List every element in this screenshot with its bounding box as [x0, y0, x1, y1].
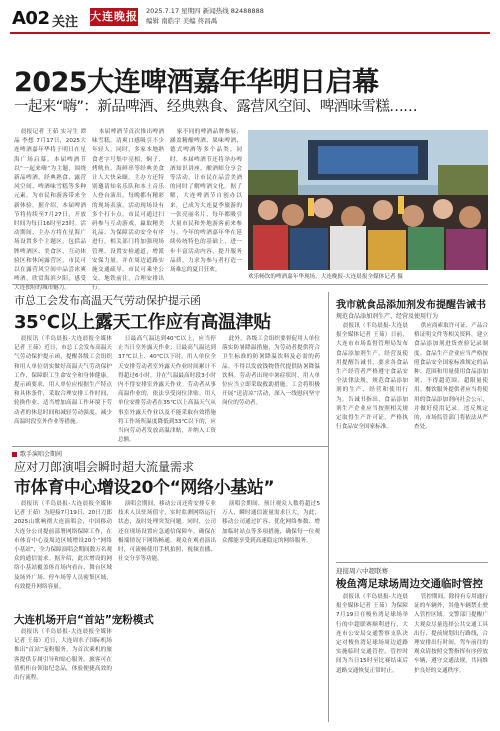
page-header [0, 0, 500, 34]
separator-line [12, 446, 328, 447]
lead-column-2: 本届啤酒节首次推出啤酒味雪糕，清爽口感吸引不少年轻人。同时，多家本地熟食老字号集中亮相，焖子、烤鱿鱼、海鲜串等经典美食让人大快朵颐。主办方还特别邀请知名乐队和本土音乐人登台演出，每晚都有精彩的现场表演。活动现场设有多个打卡点，市民可通过扫码参与互动游戏，赢取精美礼品。为保障活动安全有序进行，相关部门将加强现场管理，设置安检通道，增派安保力量，并在周边道路实施交通疏导。市民可乘坐公交、地铁前往，合理安排出行。 [92, 129, 164, 292]
traffic-column-2: 管控期间，除持有专用通行证的车辆外，其他车辆禁止驶入管控区域。交警部门提醒广大观众尽量选择公共交通工具出行，提前规划出行路线，合理安排出行时间。驾车前往的观众请按照交警指挥有序停放车辆，遵守交通法规，共同维护良好的交通秩序。 [414, 594, 488, 674]
crowd-photo-illustration [248, 130, 488, 270]
weather-headline: 35℃以上露天工作应有高温津贴 [14, 312, 271, 333]
concert-headline: 市体育中心增设20个“网络小基站” [14, 478, 275, 498]
concert-column-3: 演唱会期间，预计观众人数将超过5万人，瞬时通信流量需求巨大。为此，移动公司通过扩容、优化网络参数、增加临时站点等多项措施，确保每一位观众都能享受到高速稳定的网络服务。 [222, 501, 320, 544]
column-divider [328, 292, 329, 722]
food-headline: 我市就食品添加剂发布提醒告诫书 [336, 300, 486, 311]
newspaper-logo: 大连晚报 [90, 8, 138, 26]
lead-subhead: 一起来“嗨”：新品啤酒、经典熟食、露营风空间、啤酒味雪糕…… [14, 99, 418, 115]
weather-column-2: 日最高气温达到40℃以上，应当停止当日室外露天作业；日最高气温达到37℃以上、40℃以下时，用人单位全天安排劳动者室外露天作业时间累计不得超过6小时，并在气温最高时段3小时内不得安排室外露天作业。劳动者从事高温作业的，依法享受岗位津贴。用人单位安排劳动者在35℃以上高温天气从事室外露天作业以及不能采取有效措施将工作场所温度降低到33℃以下的，应当向劳动者发放高温津贴，并纳入工资总额。 [118, 336, 216, 444]
weather-kicker: 市总工会发布高温天气劳动保护提示函 [14, 294, 201, 307]
header-rule [10, 32, 490, 34]
lead-column-1: 晨报记者 王茹 实习生 谭晶 李想 7月17日，2025大连啤酒嘉年华将于明日在星海广场启幕。本届啤酒节以“一起来嗨”为主题，围绕新品啤酒、经典熟食、露营风空间、啤酒味雪糕等多种元素，为市民和游客带来全新体验。据介绍，本届啤酒节将持续至7月27日，开放时间为每日16时至23时。活动期间，主办方将在星海广场设置多个主题区，包括品牌啤酒区、美食区、互动体验区和休闲露营区，市民可以在露营风空间中品尝冰爽啤酒，欣赏海滨夕阳，感受大连独特的城市魅力。 [14, 129, 86, 292]
page-code: A02 [12, 8, 50, 29]
airport-column-1: 晨报讯（半岛晨报-大连晨报全媒体记者 王茹）近日，大连周水子国际机场推出“首站”宠粉服务，为首次乘机的旅客提供专属引导和贴心服务。旅客可在值机柜台领取纪念品，体验便捷高效的出行流程。 [14, 629, 112, 682]
food-subline: 规范食品添加剂生产、经营及使用行为 [336, 313, 439, 320]
food-column-2: 供应商索取许可证、产品合格证明文件等相关资料，建立食品添加剂进货查验记录制度。食品生产企业应当严格按照食品安全国家标准规定的品种、范围和用量使用食品添加剂，不得超范围、超限量使用。餐饮服务提供者应当将使用的食品添加剂向社会公示，并做好使用记录。违反规定的，市场监管部门将依法从严查处。 [414, 323, 488, 431]
traffic-column-1: 晨报讯（半岛晨报-大连晨报全媒体记者 王茹）为保障7月19日在梭鱼湾足球场举行的中超联赛顺利进行，大连市公安局交通警察支队决定对梭鱼湾足球场周边道路实施临时交通管控。管控时间为当日15时至比赛结束后道路交通恢复正常时止。 [336, 594, 408, 674]
concert-kicker: 应对刀郎演唱会瞬时超大流量需求 [14, 460, 195, 474]
weather-column-3: 此外，各级工会组织要督促用人单位落实防暑降温措施，为劳动者提供符合卫生标准的防暑降温饮料及必需的药品。不得以发放钱物替代提供防暑降温饮料。劳动者出现中暑症状时，用人单位应当立即采取救助措施。工会将积极开展“送清凉”活动，深入一线慰问坚守岗位的劳动者。 [222, 336, 320, 407]
traffic-sub: 迎接周六中超联赛 [336, 567, 388, 575]
airport-headline: 大连机场开启“首站”宠粉模式 [14, 614, 154, 626]
editor-line: 编辑 南皓宇 美编 佟昌禹 [146, 17, 218, 25]
concert-tag: 歌手演唱会期间 [12, 449, 62, 458]
header-meta [146, 6, 264, 26]
traffic-headline: 梭鱼湾足球场周边交通临时管控 [336, 578, 483, 590]
concert-column-1: 晨报讯（半岛晨报-大连晨报全媒体记者 王茹）为迎接7月19日、20日刀郎2025山歌响彻大连演唱会，中国移动大连分公司提前部署网络保障工作，在市体育中心及周边区域增设20个“网络小基站”，全力保障演唱会期间数万名观众的通信需求。据介绍，此次增设的网络小基站覆盖体育场内看台、舞台区域及场外广场、停车场等人员密集区域，有效提升网络容量。 [14, 501, 112, 590]
lead-photo [248, 130, 488, 270]
concert-column-2: 演唱会期间，移动公司还将安排专业技术人员驻场值守，实时监测网络运行状态，及时处理突发问题。同时，公司还在现场设置应急通信保障车，确保在极端情况下网络畅通。观众在观看演出时，可流畅使用手机拍照、视频直播、社交分享等功能。 [118, 501, 216, 563]
weather-column-1: 晨报讯（半岛晨报-大连晨报全媒体记者 王茹）近日，市总工会发布高温天气劳动保护提示函，提醒各级工会组织和用人单位切实做好高温天气劳动保护工作，保障职工生命安全和身体健康。提示函要求，用人单位应根据生产特点和具体条件，采取合理安排工作时间、轮换作业、适当增加高温工作环境下劳动者的休息时间和减轻劳动强度、减少高温时段室外作业等措施。 [14, 336, 112, 425]
section-name: 关注 [52, 15, 79, 30]
lead-column-3: 家不同的啤酒品牌参展，涵盖精酿啤酒、果味啤酒、德式啤酒等多个品类。同时，本届啤酒节还将举办啤酒知识讲座、酿酒师分享会等活动，让市民在品尝美酒的同时了解啤酒文化。据了解，大连啤酒节自创办以来，已成为大连夏季旅游的一张亮丽名片，每年都吸引大量市民和外地游客前来参与。今年的啤酒嘉年华在延续传统特色的基础上，进一步丰富活动内容，提升服务品质，力求为参与者打造一场难忘的夏日狂欢。 [170, 129, 242, 274]
food-column-1: 晨报讯（半岛晨报-大连晨报全媒体记者 王茹）日前，大连市市场监督管理局发布食品添加剂生产、经营及使用提醒告诫书，要求各食品生产经营者严格遵守食品安全法律法规，规范食品添加剂的生产、经营和使用行为。告诫书指出，食品添加剂生产企业应当按照相关规定取得生产许可证，严格执行食品安全国家标准。 [336, 323, 408, 431]
separator-line [12, 284, 488, 285]
separator-line [336, 562, 488, 563]
date-line: 2025.7.17 星期四 新闻热线 82488888 [146, 7, 264, 15]
lead-headline: 2025大连啤酒嘉年华明日启幕 [14, 67, 379, 98]
photo-caption: 欢乐畅饮的啤酒嘉年华现场。大连晚报-大连晨报全媒体记者 摄 [248, 274, 403, 280]
